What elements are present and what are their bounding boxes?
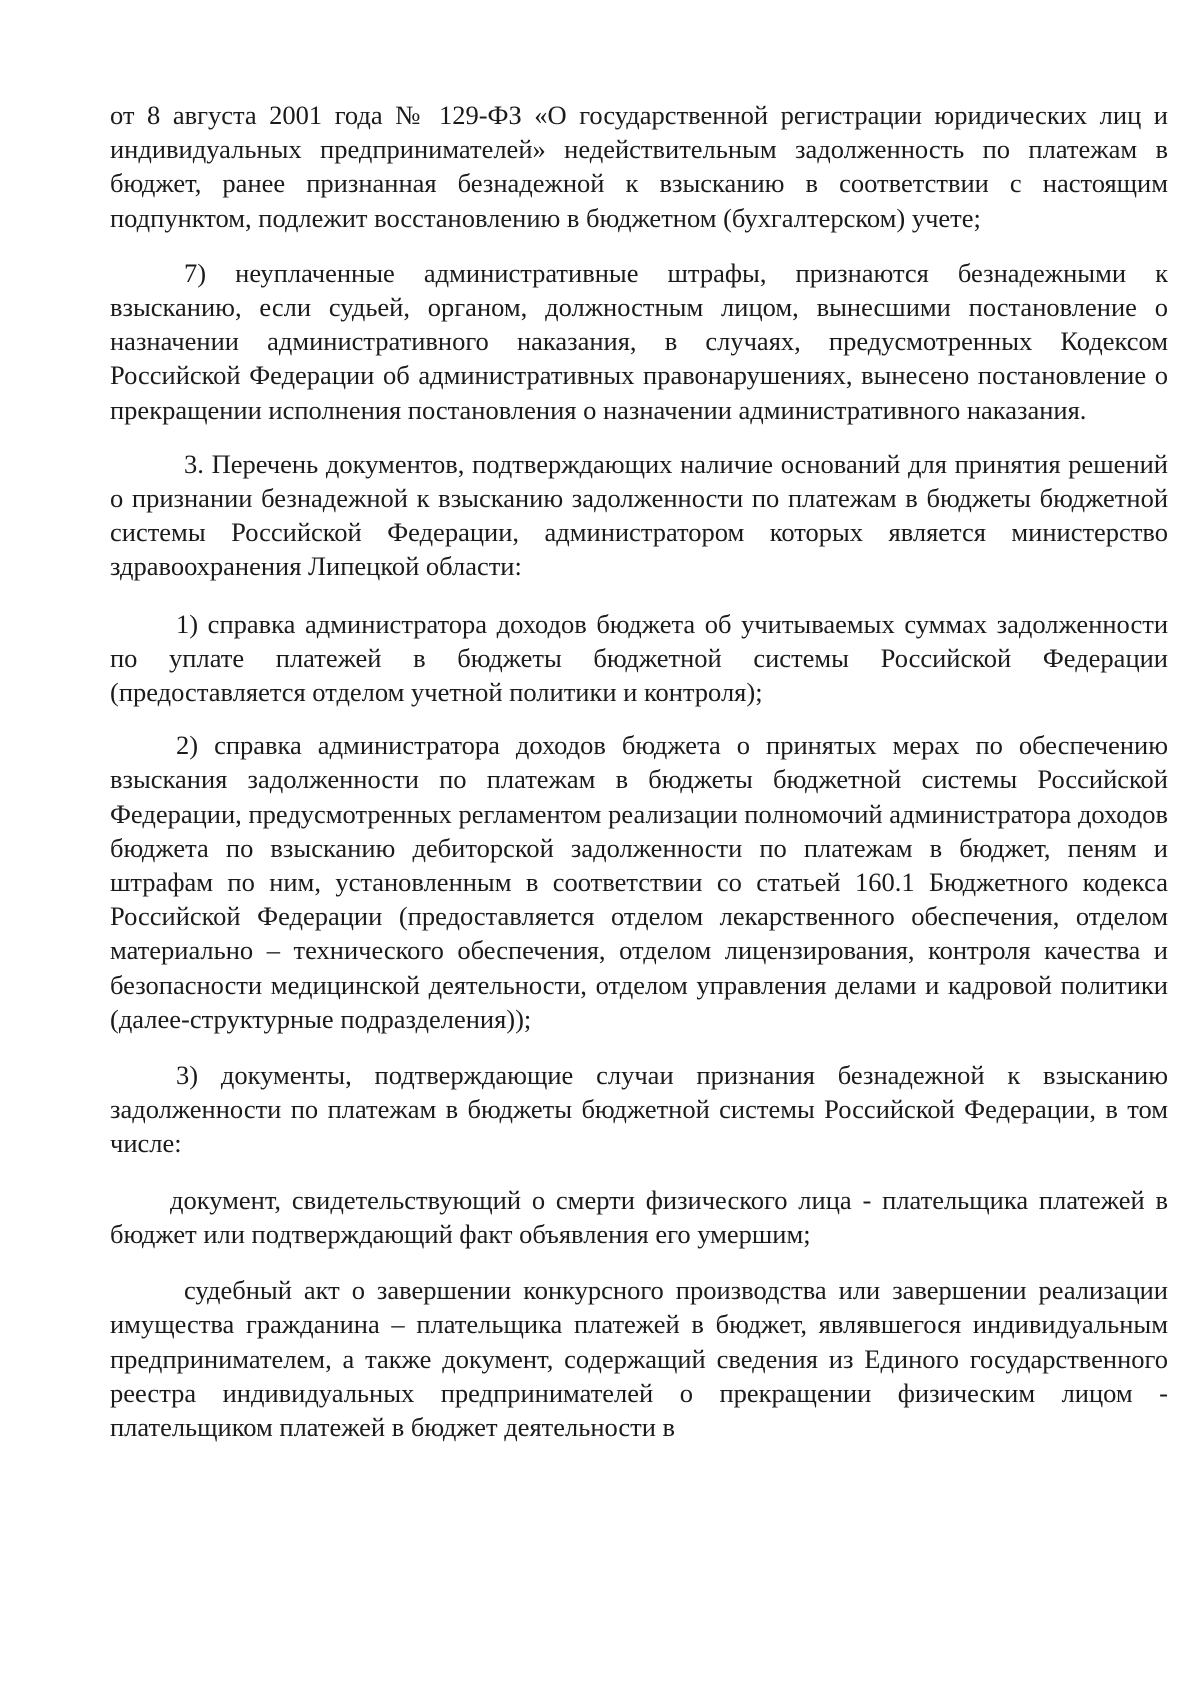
paragraph-section-3: 3. Перечень документов, подтверждающих наличие оснований для принятия решений о признании безнадежной к взысканию задолженности по платежам в бюджеты бюджетной системы Российской Федерации, администратором которых является министерство здравоохранения Липецкой области:	[110, 448, 1168, 582]
paragraph-death-document: документ, свидетельствующий о смерти физического лица - плательщика платежей в бюджет или подтверждающий факт объявления его умершим;	[110, 1184, 1168, 1249]
document-body	[110, 98, 1168, 1444]
paragraph-continuation: от 8 августа 2001 года № 129-ФЗ «О государственной регистрации юридических лиц и индивидуальных предпринимателей» недействительным задолженность по платежам в бюджет, ранее признанная безнадежной к взысканию в соответствии с настоящим подпунктом, подлежит восстановлению в бюджетном (бухгалтерском) учете;	[110, 100, 1168, 233]
paragraph-court-act: судебный акт о завершении конкурсного производства или завершении реализации имущества гражданина – плательщика платежей в бюджет, являвшегося индивидуальным предпринимателем, а также документ, содержащий сведения из Единого государственного реестра индивидуальных предпринимателей о прекращении физическим лицом - плательщиком платежей в бюджет деятельности в	[110, 1275, 1168, 1442]
paragraph-item-1-reference: 1) справка администратора доходов бюджета об учитываемых суммах задолженности по уплате платежей в бюджеты бюджетной системы Российской Федерации (предоставляется отделом учетной политики и контроля);	[110, 608, 1168, 708]
paragraph-item-7-fines: 7) неуплаченные административные штрафы, признаются безнадежными к взысканию, если судьей, органом, должностным лицом, вынесшими постановление о назначении административного наказания, в случаях, предусмотренных Кодексом Российской Федерации об административных правонарушениях, вынесено постановление о прекращении исполнения постановления о назначении административного наказания.	[110, 257, 1168, 425]
paragraph-item-3-documents: 3) документы, подтверждающие случаи признания безнадежной к взысканию задолженности по платежам в бюджеты бюджетной системы Российской Федерации, в том числе:	[110, 1060, 1168, 1159]
paragraph-item-2-reference: 2) справка администратора доходов бюджета о принятых мерах по обеспечению взыскания задолженности по платежам в бюджеты бюджетной системы Российской Федерации, предусмотренных регламентом реализации полномочий администратора доходов бюджета по взысканию дебиторской задолженности по платежам в бюджет, пеням и штрафам по ним, установленным в соответствии со статьей 160.1 Бюджетного кодекса Российской Федерации (предоставляется отделом лекарственного обеспечения, отделом материально – технического обеспечения, отделом лицензирования, контроля качества и безопасности медицинской деятельности, отделом управления делами и кадровой политики (далее-структурные подразделения));	[110, 730, 1168, 1034]
